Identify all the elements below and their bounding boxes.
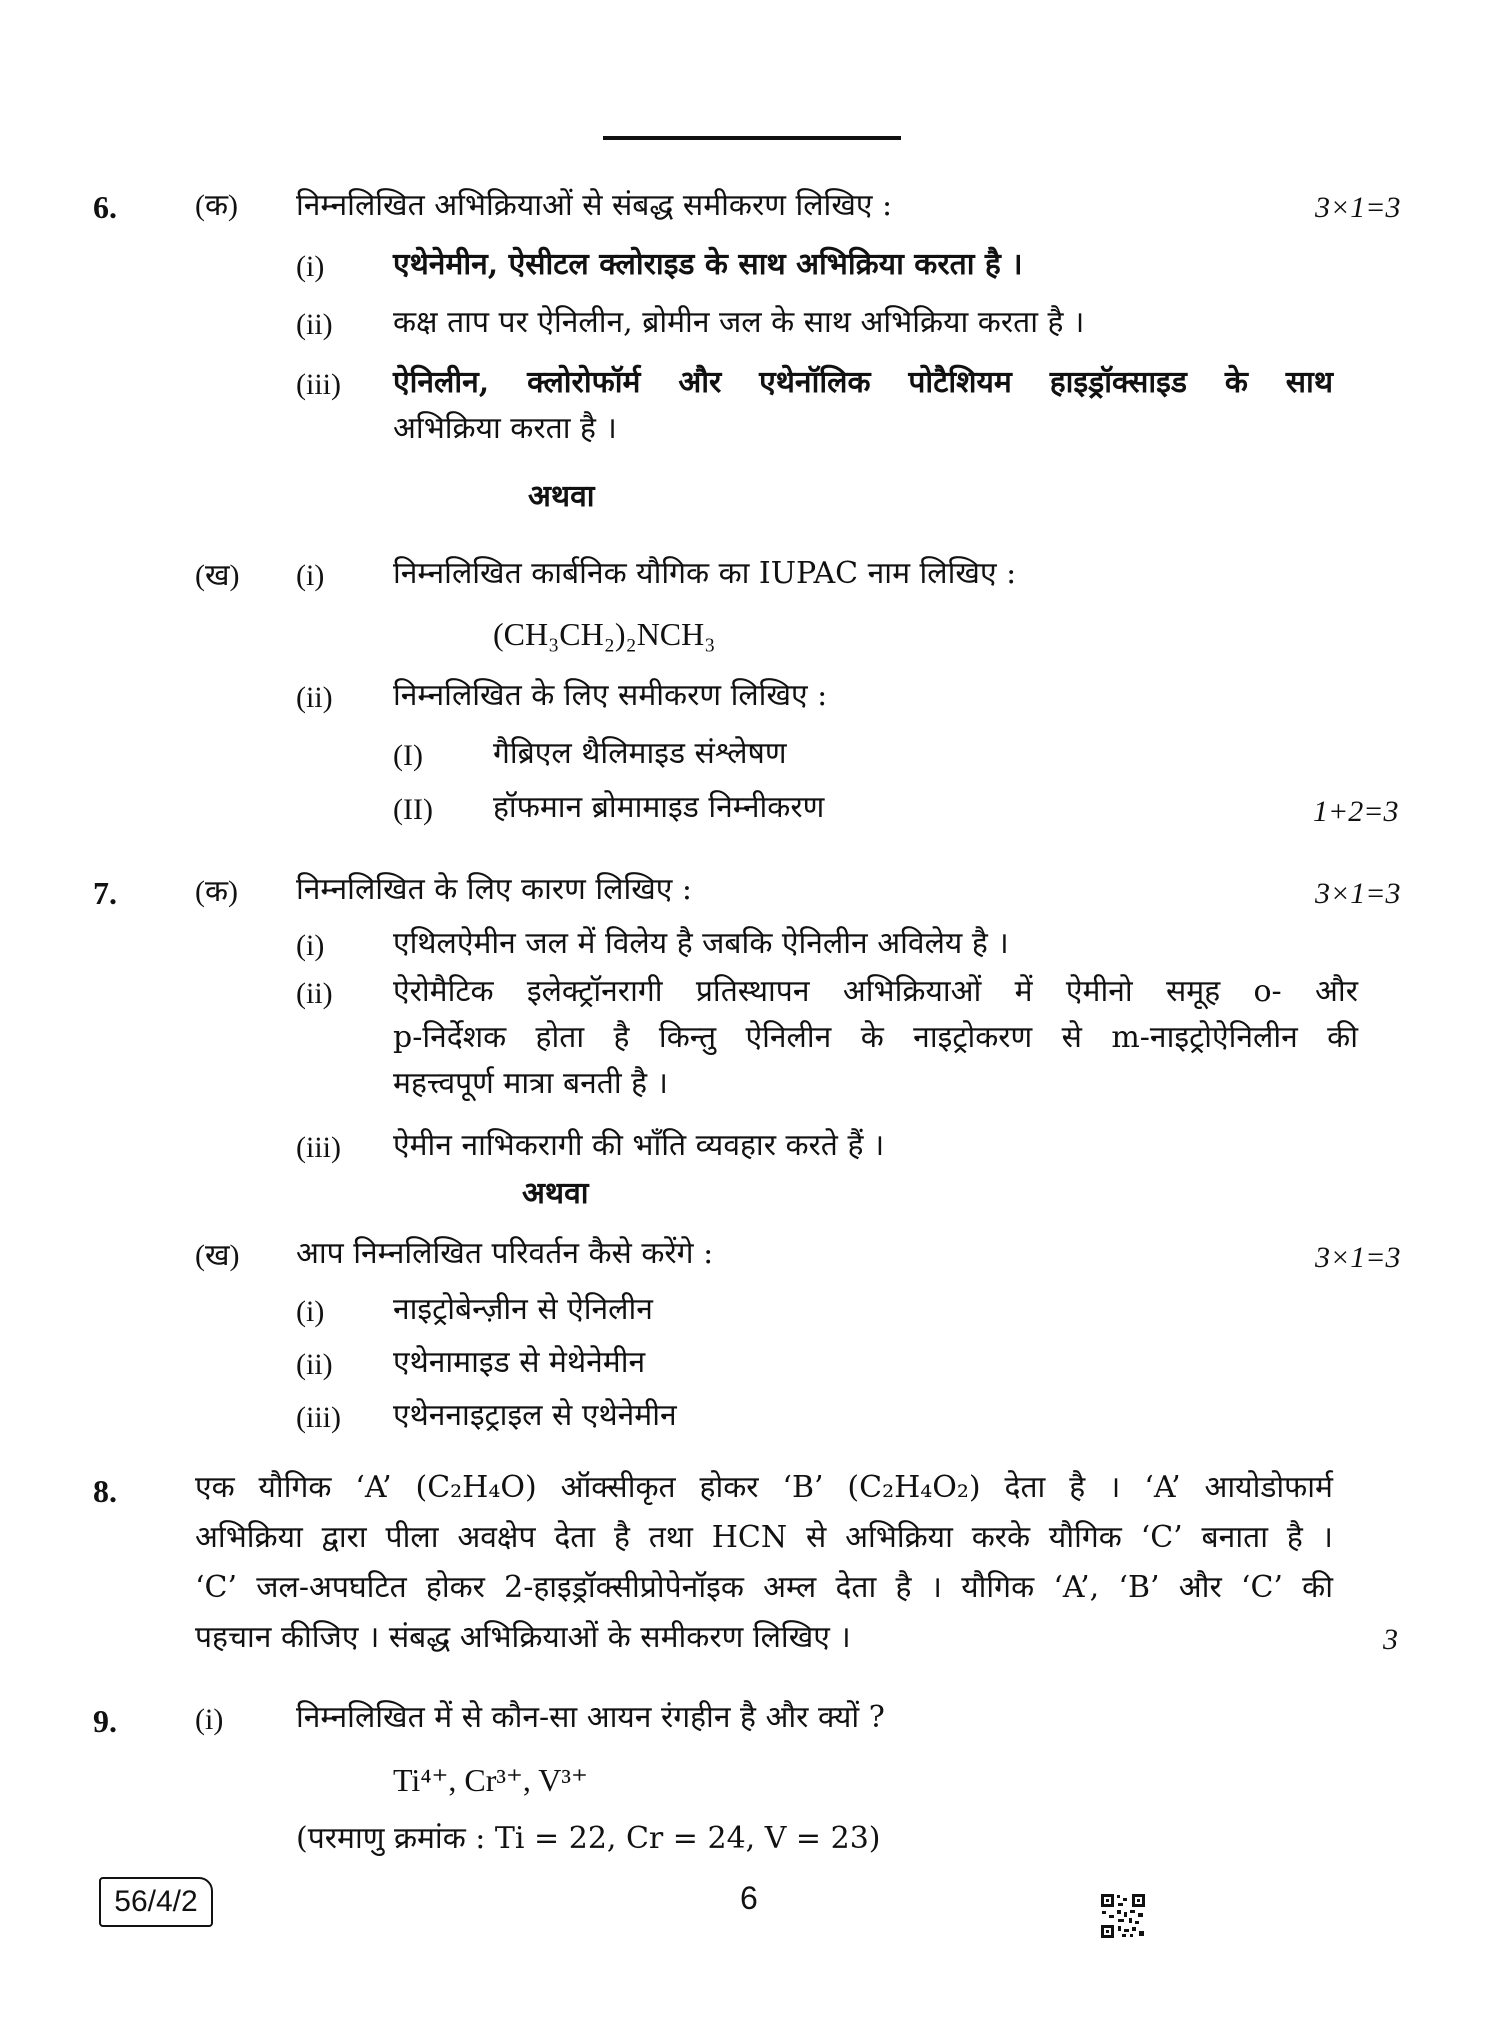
q8-line4: पहचान कीजिए । संबद्ध अभिक्रियाओं के समीकरण लिखिए ।: [195, 1620, 851, 1655]
top-rule: [603, 136, 901, 140]
q6-ka-text: निम्नलिखित अभिक्रियाओं से संबद्ध समीकरण लिखिए :: [296, 188, 893, 223]
q7-ka-label: (क): [195, 875, 239, 908]
q6-kha-ii-text: निम्नलिखित के लिए समीकरण लिखिए :: [393, 678, 828, 713]
q6-ka-iii-line1: ऐनिलीन, क्लोरोफॉर्म और एथेनॉलिक पोटैशियम हाइड्रॉक्साइड के साथ: [393, 365, 1333, 400]
q6-kha-i-formula: (CH₃CH₂)₂NCH₃: [493, 616, 716, 652]
q7-ka-i-text: एथिलऐमीन जल में विलेय है जबकि ऐनिलीन अविलेय है ।: [393, 926, 1009, 961]
q6-kha-i-text: निम्नलिखित कार्बनिक यौगिक का IUPAC नाम लिखिए :: [393, 556, 1017, 591]
q6-kha-sub-I-label: (I): [393, 739, 423, 772]
q6-kha-i-label: (i): [296, 559, 325, 592]
q6-ka-iii-label: (iii): [296, 368, 341, 401]
q7-kha-i-text: नाइट्रोबेन्ज़ीन से ऐनिलीन: [393, 1292, 653, 1327]
q8-line2: अभिक्रिया द्वारा पीला अवक्षेप देता है तथा HCN से अभिक्रिया करके यौगिक ‘C’ बनाता है ।: [195, 1520, 1333, 1555]
q7-ka-text: निम्नलिखित के लिए कारण लिखिए :: [296, 872, 693, 907]
q7-ka-ii-line3: महत्त्वपूर्ण मात्रा बनती है ।: [393, 1066, 668, 1101]
q9-i-label: (i): [195, 1703, 224, 1736]
q7-kha-iii-text: एथेननाइट्राइल से एथेनेमीन: [393, 1398, 677, 1433]
q6-kha-ii-label: (ii): [296, 681, 333, 714]
q7-number: 7.: [93, 875, 117, 911]
q6-ka-ii-text: कक्ष ताप पर ऐनिलीन, ब्रोमीन जल के साथ अभिक्रिया करता है ।: [393, 305, 1085, 340]
q7-ka-marks: 3×1=3: [1315, 877, 1401, 910]
q7-kha-ii-label: (ii): [296, 1348, 333, 1381]
q6-or: अथवा: [528, 479, 595, 514]
q7-ka-ii-line1: ऐरोमैटिक इलेक्ट्रॉनरागी प्रतिस्थापन अभिक्रियाओं में ऐमीनो समूह o- और: [393, 974, 1358, 1009]
q7-kha-text: आप निम्नलिखित परिवर्तन कैसे करेंगे :: [296, 1236, 714, 1271]
q6-ka-i-text: एथेनेमीन, ऐसीटल क्लोराइड के साथ अभिक्रिया करता है ।: [393, 247, 1023, 282]
q6-kha-label: (ख): [195, 559, 240, 592]
qr-code-icon: [1100, 1893, 1146, 1939]
q8-line1: एक यौगिक ‘A’ (C₂H₄O) ऑक्सीकृत होकर ‘B’ (C₂H₄O₂) देता है । ‘A’ आयोडोफार्म: [195, 1470, 1333, 1505]
q7-kha-ii-text: एथेनामाइड से मेथेनेमीन: [393, 1345, 646, 1380]
q8-marks: 3: [1383, 1623, 1398, 1656]
q7-kha-marks: 3×1=3: [1315, 1241, 1401, 1274]
paper-code-badge: 56/4/2: [99, 1877, 213, 1927]
q7-ka-ii-line2: p-निर्देशक होता है किन्तु ऐनिलीन के नाइट्रोकरण से m-नाइट्रोऐनिलीन की: [393, 1020, 1358, 1055]
q8-line3: ‘C’ जल-अपघटित होकर 2-हाइड्रॉक्सीप्रोपेनॉइक अम्ल देता है । यौगिक ‘A’, ‘B’ और ‘C’ की: [195, 1570, 1333, 1605]
q8-number: 8.: [93, 1473, 117, 1509]
q6-ka-iii-line2: अभिक्रिया करता है ।: [393, 411, 617, 446]
q6-ka-i-label: (i): [296, 250, 325, 283]
q7-ka-iii-text: ऐमीन नाभिकरागी की भाँति व्यवहार करते हैं ।: [393, 1128, 885, 1163]
q7-kha-iii-label: (iii): [296, 1401, 341, 1434]
q9-number: 9.: [93, 1703, 117, 1739]
q6-kha-sub-II-text: हॉफमान ब्रोमामाइड निम्नीकरण: [493, 790, 825, 825]
q7-kha-label: (ख): [195, 1239, 240, 1272]
q7-kha-i-label: (i): [296, 1295, 325, 1328]
q6-kha-sub-I-text: गैब्रिएल थैलिमाइड संश्लेषण: [493, 736, 787, 771]
q6-kha-marks: 1+2=3: [1313, 795, 1399, 828]
q9-i-text: निम्नलिखित में से कौन-सा आयन रंगहीन है और क्यों ?: [296, 1700, 885, 1735]
q7-ka-ii-label: (ii): [296, 977, 333, 1010]
q9-atomic-numbers: (परमाणु क्रमांक : Ti = 22, Cr = 24, V = 23): [296, 1821, 881, 1856]
q6-kha-sub-II-label: (II): [393, 793, 433, 826]
q7-ka-iii-label: (iii): [296, 1131, 341, 1164]
q9-ions: Ti⁴⁺, Cr³⁺, V³⁺: [393, 1762, 588, 1798]
q7-or: अथवा: [522, 1176, 589, 1211]
q6-ka-ii-label: (ii): [296, 308, 333, 341]
q6-ka-label: (क): [195, 189, 239, 222]
q7-ka-i-label: (i): [296, 929, 325, 962]
page-number: 6: [740, 1880, 758, 1916]
q6-ka-marks: 3×1=3: [1315, 191, 1401, 224]
q6-number: 6.: [93, 189, 117, 225]
